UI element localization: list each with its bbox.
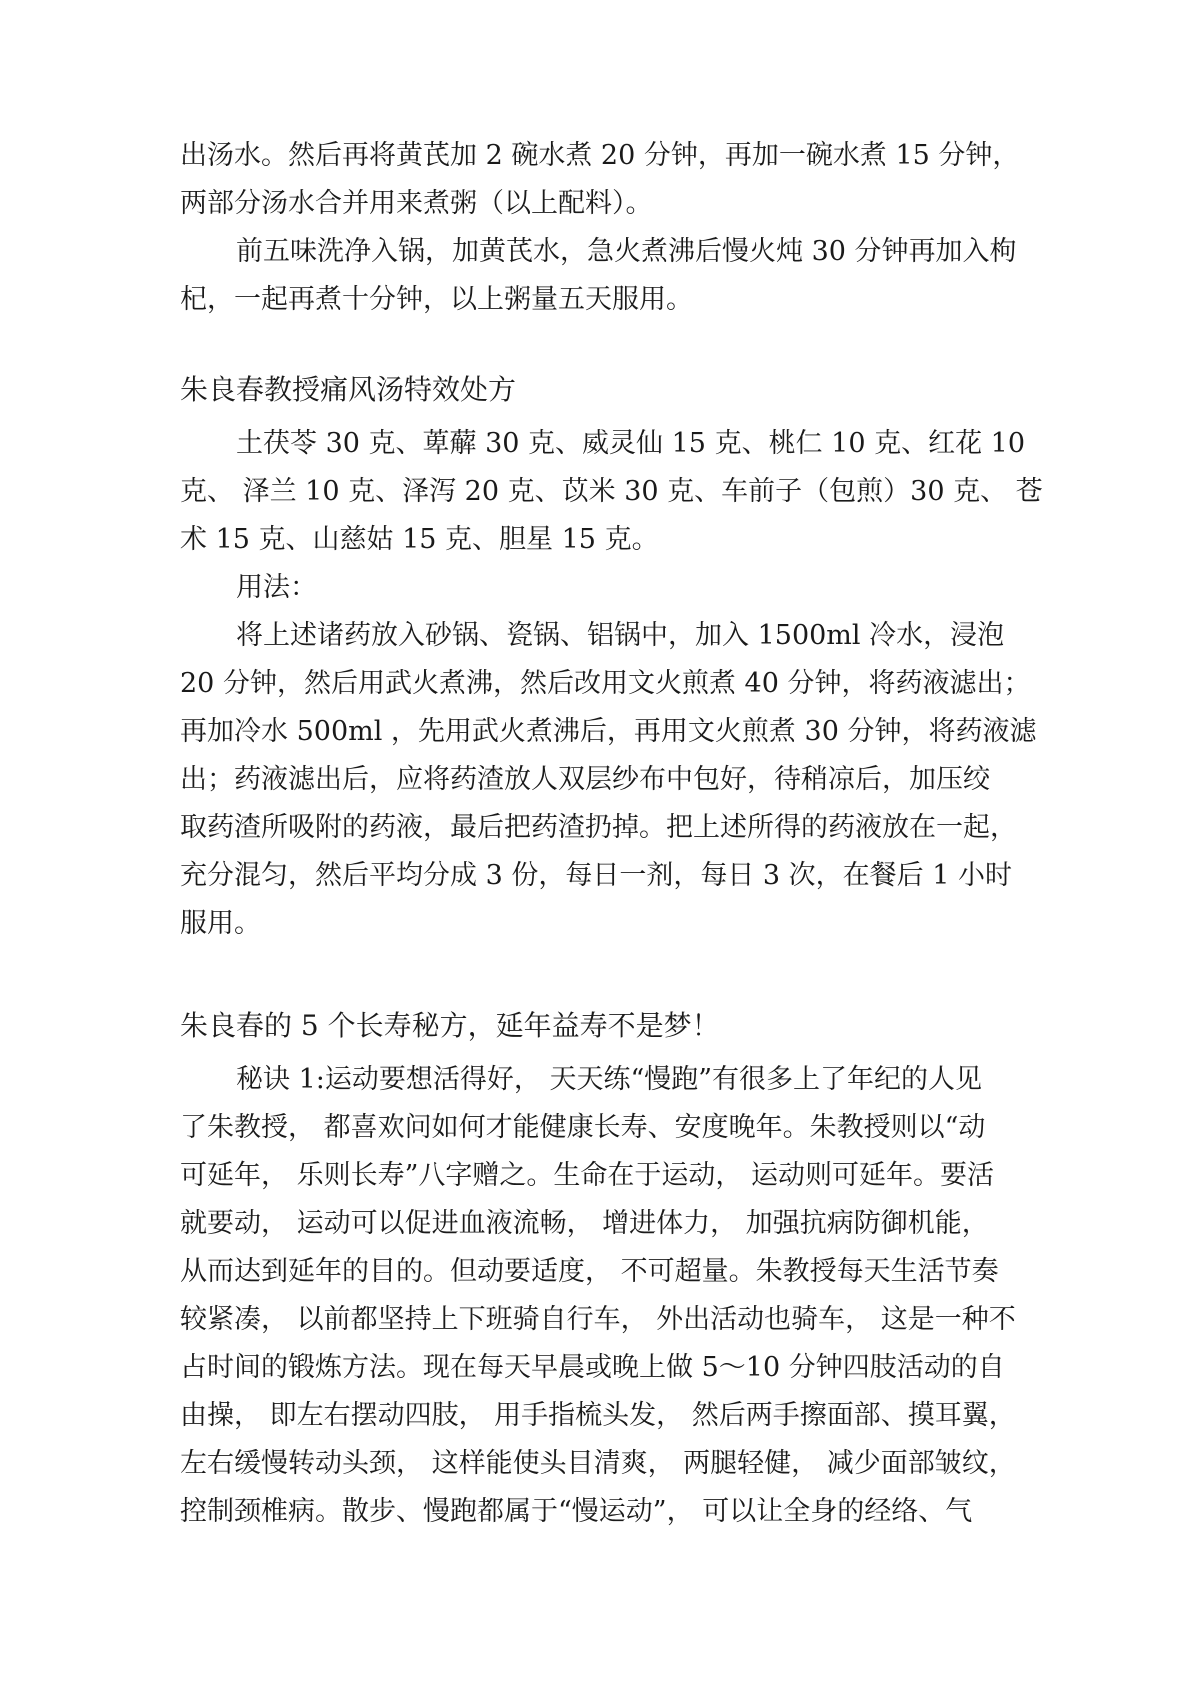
gout-usage-line-2: 20 分钟，然后用武火煮沸，然后改用文火煎煮 40 分钟，将药液滤出；	[180, 668, 1031, 699]
secret1-line-1: 秘诀 1:运动要想活得好， 天天练“慢跑”有很多上了年纪的人见	[236, 1064, 983, 1095]
gout-ingredients-line-2: 克、 泽兰 10 克、泽泻 20 克、苡米 30 克、车前子（包煎）30 克、 苍	[180, 476, 1043, 507]
gout-section-heading: 朱良春教授痛风汤特效处方	[180, 373, 517, 406]
gout-ingredients-line-1: 土茯苓 30 克、萆薢 30 克、威灵仙 15 克、桃仁 10 克、红花 10	[236, 428, 1026, 459]
gout-usage-line-3: 再加冷水 500ml ，先用武火煮沸后，再用文火煎煮 30 分钟，将药液滤	[180, 716, 1037, 747]
gout-usage-line-7: 服用。	[180, 908, 261, 939]
gout-usage-line-4: 出；药液滤出后，应将药渣放人双层纱布中包好，待稍凉后，加压绞	[180, 764, 990, 795]
gout-ingredients-line-3: 术 15 克、山慈姑 15 克、胆星 15 克。	[180, 524, 659, 555]
longevity-section-heading: 朱良春的 5 个长寿秘方，延年益寿不是梦！	[180, 1009, 720, 1042]
secret1-line-7: 占时间的锻炼方法。现在每天早晨或晚上做 5～10 分钟四肢活动的自	[180, 1352, 1005, 1383]
gout-usage-line-1: 将上述诸药放入砂锅、瓷锅、铝锅中，加入 1500ml 冷水，浸泡	[236, 620, 1005, 651]
intro-p2-line-1: 前五味洗净入锅，加黄芪水，急火煮沸后慢火炖 30 分钟再加入枸	[236, 236, 1017, 267]
gout-usage-line-5: 取药渣所吸附的药液，最后把药渣扔掉。把上述所得的药液放在一起，	[180, 812, 1017, 843]
secret1-line-3: 可延年， 乐则长寿”八字赠之。生命在于运动， 运动则可延年。要活	[180, 1160, 994, 1191]
secret1-line-5: 从而达到延年的目的。但动要适度， 不可超量。朱教授每天生活节奏	[180, 1256, 999, 1287]
intro-p1-line-1: 出汤水。然后再将黄芪加 2 碗水煮 20 分钟，再加一碗水煮 15 分钟，	[180, 140, 1020, 171]
secret1-line-10: 控制颈椎病。散步、慢跑都属于“慢运动”， 可以让全身的经络、气	[180, 1496, 973, 1527]
intro-p2-line-2: 杞，一起再煮十分钟，以上粥量五天服用。	[180, 284, 693, 315]
secret1-line-9: 左右缓慢转动头颈， 这样能使头目清爽， 两腿轻健， 减少面部皱纹，	[180, 1448, 1016, 1479]
secret1-line-2: 了朱教授， 都喜欢问如何才能健康长寿、安度晚年。朱教授则以“动	[180, 1112, 986, 1143]
secret1-line-6: 较紧凑， 以前都坚持上下班骑自行车， 外出活动也骑车， 这是一种不	[180, 1304, 1016, 1335]
intro-p1-line-2: 两部分汤水合并用来煮粥（以上配料）。	[180, 188, 653, 219]
gout-usage-label: 用法：	[236, 572, 317, 603]
secret1-line-4: 就要动， 运动可以促进血液流畅， 增进体力， 加强抗病防御机能，	[180, 1208, 989, 1239]
gout-usage-line-6: 充分混匀，然后平均分成 3 份，每日一剂，每日 3 次，在餐后 1 小时	[180, 860, 1013, 891]
secret1-line-8: 由操， 即左右摆动四肢， 用手指梳头发， 然后两手擦面部、摸耳翼，	[180, 1400, 1016, 1431]
document-page	[180, 132, 1043, 1536]
